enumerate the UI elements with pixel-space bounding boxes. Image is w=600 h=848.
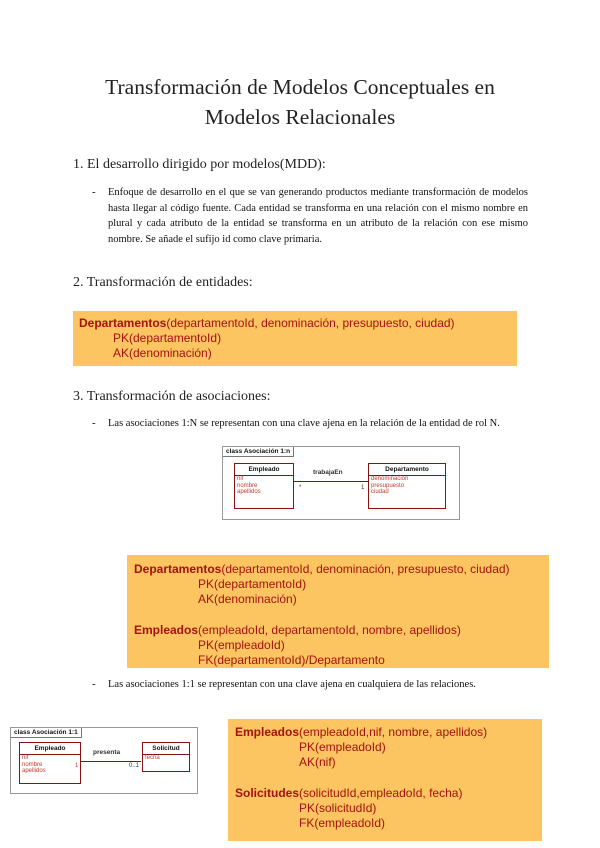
bullet-dash: - <box>92 678 96 690</box>
section-1-paragraph: Enfoque de desarrollo en el que se van generando productos mediante transformación de modelos hasta llegar al código fuente. Cada entidad se transforma en una relación con el mismo nombre en plural y cada atributo de la entidad se transforma en un atributo de la relación con ese mismo nombre. Se añade el sufijo id como clave primaria. <box>108 187 528 245</box>
section-3-paragraph-1: Las asociaciones 1:N se representan con una clave ajena en la relación de la entidad de rol N. <box>108 418 500 429</box>
class-attr: nif <box>237 476 244 482</box>
class-departamento <box>368 463 446 509</box>
relation-attrs: (departamentoId, denominación, presupuesto, ciudad) <box>221 562 510 576</box>
title-line-2: Modelos Relacionales <box>204 105 396 129</box>
primary-key: PK(departamentoId) <box>198 577 307 591</box>
relation-attrs: (empleadoId,nif, nombre, apellidos) <box>299 725 488 739</box>
association-1n-box <box>127 555 549 668</box>
relation-attrs: (solicitudId,empleadoId, fecha) <box>299 786 463 800</box>
bullet-dash: - <box>92 186 96 198</box>
foreign-key: FK(empleadoId) <box>299 816 386 830</box>
diagram-tab: class Asociación 1:n <box>223 447 294 457</box>
association-line <box>81 761 141 762</box>
bullet-dash: - <box>92 417 96 429</box>
page-title <box>0 72 600 132</box>
class-attr: ciudad <box>371 489 389 495</box>
multiplicity-a: * <box>299 485 302 491</box>
relation-name: Empleados <box>235 725 300 739</box>
relation-name: Departamentos <box>134 562 222 576</box>
alternate-key: AK(denominación) <box>113 346 212 360</box>
class-name: Empleado <box>235 464 293 476</box>
multiplicity-b: 0..1 <box>129 763 140 769</box>
class-attr: apellidos <box>22 768 46 774</box>
entity-transform-box <box>73 311 517 366</box>
relation-name: Solicitudes <box>235 786 300 800</box>
class-name: Departamento <box>369 464 445 476</box>
relation-name: Departamentos <box>79 316 167 330</box>
primary-key: PK(empleadoId) <box>299 740 386 754</box>
primary-key: PK(departamentoId) <box>113 331 222 345</box>
section-1-heading: 1. El desarrollo dirigido por modelos(MDD): <box>73 157 326 172</box>
section-3-heading: 3. Transformación de asociaciones: <box>73 389 271 404</box>
multiplicity-b: 1 <box>361 485 365 491</box>
association-11-box <box>228 719 542 841</box>
association-name: presenta <box>93 749 121 756</box>
class-attr: denominación <box>371 476 409 482</box>
multiplicity-a: 1 <box>75 763 79 769</box>
title-line-1: Transformación de Modelos Conceptuales en <box>105 75 495 99</box>
class-attr: fecha <box>145 755 160 761</box>
uml-diagram-11 <box>10 727 198 794</box>
class-attr: nombre <box>22 761 43 768</box>
section-2-heading: 2. Transformación de entidades: <box>73 275 253 290</box>
relation-attrs: (departamentoId, denominación, presupuesto, ciudad) <box>166 316 455 330</box>
primary-key: PK(solicitudId) <box>299 801 377 815</box>
foreign-key: FK(departamentoId)/Departamento <box>198 653 385 667</box>
relation-attrs: (empleadoId, departamentoId, nombre, apellidos) <box>198 623 461 637</box>
class-attr: nombre <box>237 482 258 489</box>
class-empleado <box>19 742 81 784</box>
association-name: trabajaEn <box>313 469 343 476</box>
relation-name: Empleados <box>134 623 199 637</box>
class-attr: apellidos <box>237 489 261 495</box>
alternate-key: AK(nif) <box>299 755 336 769</box>
class-attr: nif <box>22 755 29 761</box>
class-empleado <box>234 463 294 509</box>
class-attr: presupuesto <box>371 482 405 489</box>
class-name: Empleado <box>20 743 80 755</box>
diagram-tab: class Asociación 1:1 <box>11 728 82 738</box>
section-3-paragraph-2: Las asociaciones 1:1 se representan con una clave ajena en cualquiera de las relaciones. <box>108 679 476 690</box>
uml-diagram-1n <box>222 446 460 520</box>
association-line <box>294 481 368 482</box>
alternate-key: AK(denominación) <box>198 592 297 606</box>
class-name: Solicitud <box>143 743 189 755</box>
primary-key: PK(empleadoId) <box>198 638 285 652</box>
class-solicitud <box>142 742 190 772</box>
